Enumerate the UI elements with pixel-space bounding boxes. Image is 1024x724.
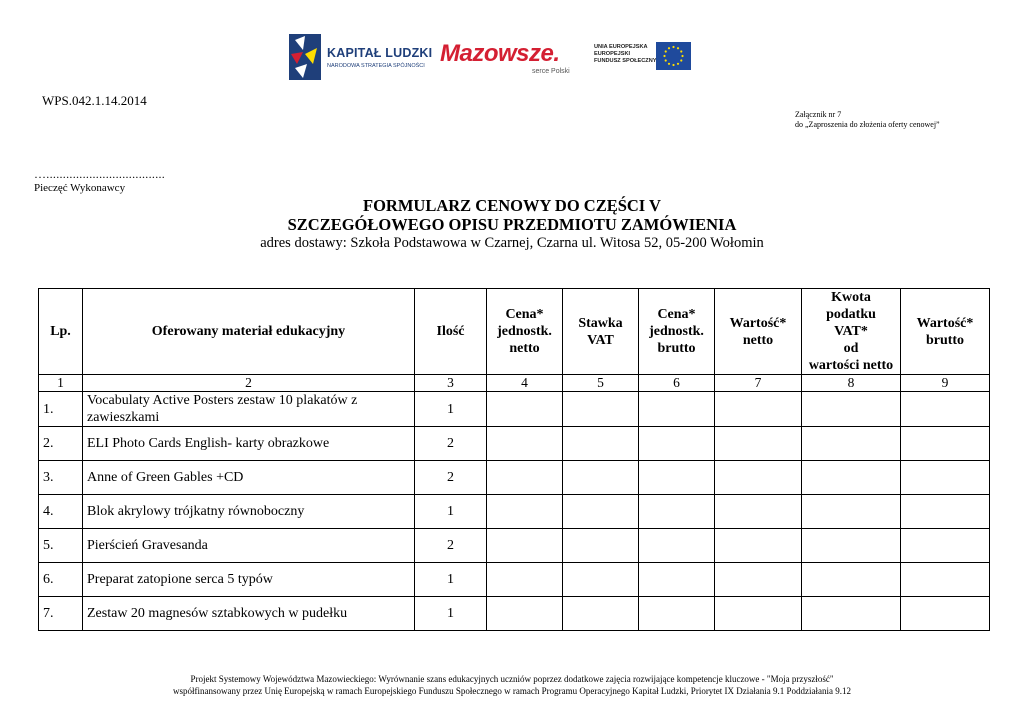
empty-cell-col-5[interactable] — [563, 461, 639, 495]
attachment-note — [795, 110, 940, 130]
title-line2: SZCZEGÓŁOWEGO OPISU PRZEDMIOTU ZAMÓWIENIA — [287, 215, 737, 234]
eu-star — [681, 55, 683, 57]
empty-cell-col-5[interactable] — [563, 529, 639, 563]
column-number-6: 6 — [639, 375, 715, 392]
empty-cell-col-6[interactable] — [639, 597, 715, 631]
row-item: Zestaw 20 magnesów sztabkowych w pudełku — [83, 597, 415, 631]
row-lp: 5. — [39, 529, 83, 563]
row-item: Pierścień Gravesanda — [83, 529, 415, 563]
kapital-ludzki-title: KAPITAŁ LUDZKI — [327, 46, 433, 60]
eu-line1: UNIA EUROPEJSKA — [594, 44, 648, 50]
column-header-9: Wartość* brutto — [901, 289, 990, 375]
column-header-5: Stawka VAT — [563, 289, 639, 375]
empty-cell-col-9[interactable] — [901, 563, 990, 597]
footer — [0, 673, 1024, 697]
column-number-4: 4 — [487, 375, 563, 392]
eu-line2: EUROPEJSKI — [594, 51, 631, 57]
column-number-5: 5 — [563, 375, 639, 392]
empty-cell-col-8[interactable] — [802, 529, 901, 563]
row-qty: 1 — [415, 563, 487, 597]
empty-cell-col-9[interactable] — [901, 461, 990, 495]
empty-cell-col-9[interactable] — [901, 392, 990, 427]
kapital-ludzki-logo — [289, 34, 434, 80]
empty-cell-col-5[interactable] — [563, 495, 639, 529]
row-lp: 4. — [39, 495, 83, 529]
column-header-7: Wartość* netto — [715, 289, 802, 375]
row-qty: 1 — [415, 597, 487, 631]
empty-cell-col-7[interactable] — [715, 461, 802, 495]
mazowsze-logo — [440, 40, 585, 78]
table-row — [39, 597, 990, 631]
attachment-line1: Załącznik nr 7 — [795, 110, 842, 119]
eu-star — [668, 47, 670, 49]
reference-number: WPS.042.1.14.2014 — [42, 93, 147, 108]
row-item: Anne of Green Gables +CD — [83, 461, 415, 495]
empty-cell-col-5[interactable] — [563, 427, 639, 461]
eu-logo — [594, 42, 698, 72]
row-item: Vocabulaty Active Posters zestaw 10 plakatów z zawieszkami — [83, 392, 415, 427]
empty-cell-col-4[interactable] — [487, 529, 563, 563]
column-header-1: Lp. — [39, 289, 83, 375]
empty-cell-col-8[interactable] — [802, 563, 901, 597]
column-number-3: 3 — [415, 375, 487, 392]
footer-line2: współfinansowany przez Unię Europejską w ramach Europejskiego Funduszu Społecznego w ramach Programu Operacyjnego Kapitał Ludzki, Priorytet IX Działania 9.1 Poddziałania 9.12 — [172, 686, 852, 696]
column-number-7: 7 — [715, 375, 802, 392]
eu-star — [680, 50, 682, 52]
empty-cell-col-8[interactable] — [802, 392, 901, 427]
row-item: ELI Photo Cards English- karty obrazkowe — [83, 427, 415, 461]
empty-cell-col-5[interactable] — [563, 392, 639, 427]
empty-cell-col-5[interactable] — [563, 563, 639, 597]
column-header-4: Cena* jednostk. netto — [487, 289, 563, 375]
stamp-label: Pieczęć Wykonawcy — [34, 182, 126, 194]
eu-star — [672, 64, 674, 66]
empty-cell-col-7[interactable] — [715, 529, 802, 563]
table-header-row — [39, 289, 990, 375]
row-qty: 2 — [415, 427, 487, 461]
column-number-row — [39, 375, 990, 392]
attachment-line2: do „Zaproszenia do złożenia oferty cenowej” — [795, 120, 940, 129]
kapital-ludzki-emblem-icon — [289, 34, 321, 80]
row-item: Blok akrylowy trójkatny równoboczny — [83, 495, 415, 529]
empty-cell-col-4[interactable] — [487, 495, 563, 529]
table-row — [39, 495, 990, 529]
empty-cell-col-7[interactable] — [715, 427, 802, 461]
row-qty: 2 — [415, 461, 487, 495]
table-row — [39, 529, 990, 563]
empty-cell-col-6[interactable] — [639, 427, 715, 461]
eu-star — [677, 63, 679, 65]
empty-cell-col-8[interactable] — [802, 461, 901, 495]
empty-cell-col-7[interactable] — [715, 392, 802, 427]
empty-cell-col-6[interactable] — [639, 392, 715, 427]
eu-star — [668, 63, 670, 65]
row-lp: 1. — [39, 392, 83, 427]
eu-logo-text — [594, 44, 656, 65]
stamp-dots: ….................................... — [34, 167, 166, 181]
empty-cell-col-9[interactable] — [901, 495, 990, 529]
empty-cell-col-4[interactable] — [487, 461, 563, 495]
empty-cell-col-8[interactable] — [802, 597, 901, 631]
empty-cell-col-8[interactable] — [802, 495, 901, 529]
empty-cell-col-9[interactable] — [901, 427, 990, 461]
mazowsze-wordmark: Mazowsze. — [440, 40, 560, 67]
column-header-8: Kwota podatku VAT* od wartości netto — [802, 289, 901, 375]
price-table — [38, 288, 990, 631]
eu-star — [663, 55, 665, 57]
empty-cell-col-6[interactable] — [639, 563, 715, 597]
mazowsze-subtitle: serce Polski — [532, 68, 570, 75]
row-lp: 2. — [39, 427, 83, 461]
eu-star — [677, 47, 679, 49]
delivery-address: adres dostawy: Szkoła Podstawowa w Czarnej, Czarna ul. Witosa 52, 05-200 Wołomin — [260, 235, 764, 251]
row-qty: 2 — [415, 529, 487, 563]
kapital-ludzki-subtitle: NARODOWA STRATEGIA SPÓJNOŚCI — [327, 63, 425, 69]
eu-star — [665, 59, 667, 61]
row-lp: 7. — [39, 597, 83, 631]
empty-cell-col-4[interactable] — [487, 427, 563, 461]
row-qty: 1 — [415, 392, 487, 427]
empty-cell-col-9[interactable] — [901, 597, 990, 631]
footer-line1: Projekt Systemowy Województwa Mazowieckiego: Wyrównanie szans edukacyjnych uczniów poprzez dodatkowe zajęcia rozwijające kompetencje kluczowe - "Moja przyszłość" — [190, 674, 834, 684]
eu-line3: FUNDUSZ SPOŁECZNY — [594, 58, 657, 64]
empty-cell-col-4[interactable] — [487, 563, 563, 597]
eu-star — [672, 46, 674, 48]
column-number-8: 8 — [802, 375, 901, 392]
empty-cell-col-7[interactable] — [715, 563, 802, 597]
form-title — [0, 196, 1024, 252]
table-row — [39, 461, 990, 495]
eu-star — [665, 50, 667, 52]
row-lp: 6. — [39, 563, 83, 597]
empty-cell-col-6[interactable] — [639, 495, 715, 529]
column-header-6: Cena* jednostk. brutto — [639, 289, 715, 375]
eu-flag-icon — [656, 42, 691, 70]
table-body — [39, 392, 990, 631]
empty-cell-col-5[interactable] — [563, 597, 639, 631]
column-number-9: 9 — [901, 375, 990, 392]
row-qty: 1 — [415, 495, 487, 529]
column-header-2: Oferowany materiał edukacyjny — [83, 289, 415, 375]
empty-cell-col-6[interactable] — [639, 461, 715, 495]
table-row — [39, 563, 990, 597]
empty-cell-col-7[interactable] — [715, 495, 802, 529]
empty-cell-col-4[interactable] — [487, 597, 563, 631]
empty-cell-col-6[interactable] — [639, 529, 715, 563]
row-lp: 3. — [39, 461, 83, 495]
empty-cell-col-9[interactable] — [901, 529, 990, 563]
column-number-1: 1 — [39, 375, 83, 392]
title-line1: FORMULARZ CENOWY DO CZĘŚCI V — [363, 196, 661, 215]
empty-cell-col-8[interactable] — [802, 427, 901, 461]
row-item: Preparat zatopione serca 5 typów — [83, 563, 415, 597]
empty-cell-col-7[interactable] — [715, 597, 802, 631]
table-row — [39, 427, 990, 461]
eu-star — [680, 59, 682, 61]
table-row — [39, 392, 990, 427]
column-number-2: 2 — [83, 375, 415, 392]
empty-cell-col-4[interactable] — [487, 392, 563, 427]
column-header-3: Ilość — [415, 289, 487, 375]
